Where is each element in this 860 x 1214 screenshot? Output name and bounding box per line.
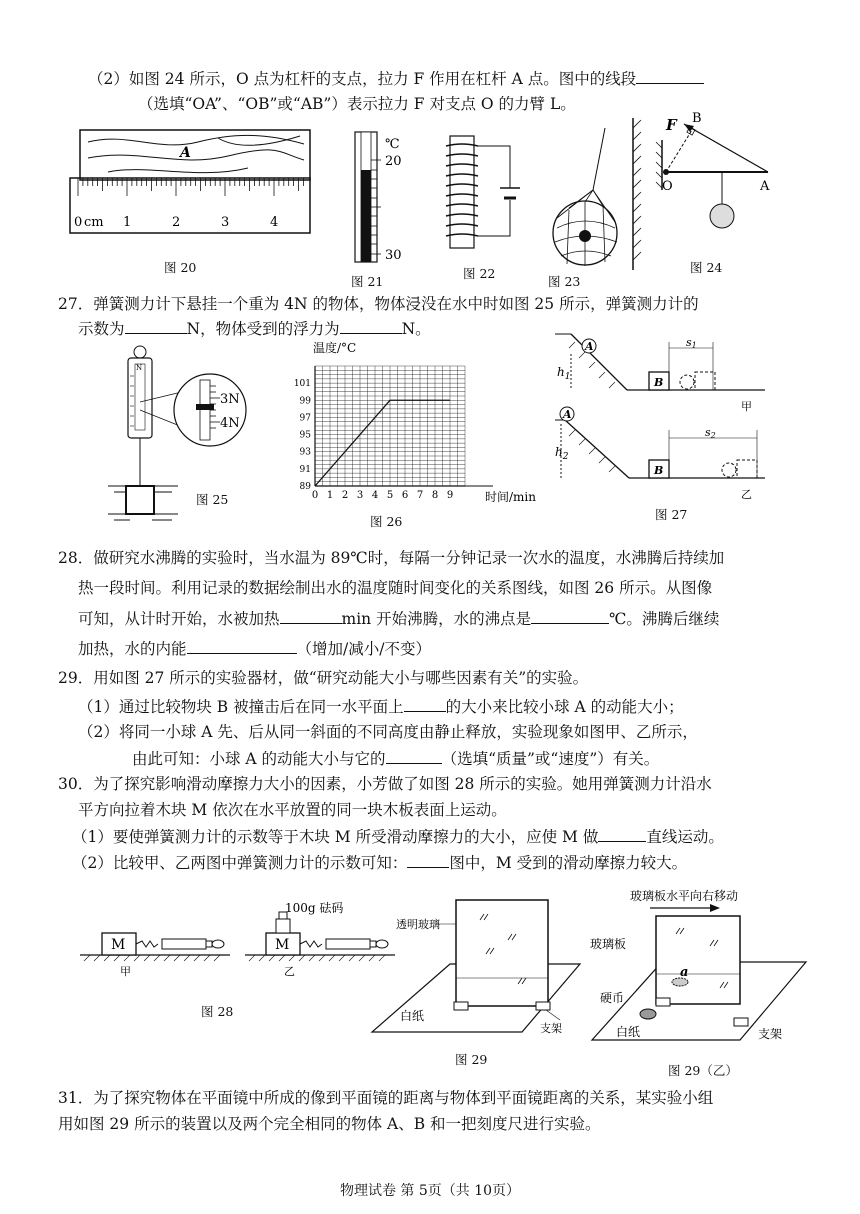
fig26-caption: 图 26 bbox=[370, 514, 403, 529]
fig29b-paper-label: 白纸 bbox=[616, 1025, 641, 1039]
answer-blank[interactable] bbox=[280, 608, 342, 624]
fig28-block-m-1: M bbox=[111, 937, 126, 953]
answer-blank[interactable] bbox=[636, 68, 704, 84]
q30-line2: 平方向拉着木块 M 依次在水平放置的同一块木板表面上运动。 bbox=[78, 801, 507, 819]
q29-line4: 由此可知：小球 A 的动能大小与它的 （选填“质量”或“速度”）有关。 bbox=[132, 750, 660, 768]
fig28-friction bbox=[80, 895, 400, 978]
q27-line1: 27．弹簧测力计下悬挂一个重为 4N 的物体，物体浸没在水中时如图 25 所示，弹簧测力计的 bbox=[58, 295, 699, 313]
fig20-caption: 图 20 bbox=[164, 260, 197, 275]
fig23-caption: 图 23 bbox=[548, 274, 581, 289]
q30-line1: 30．为了探究影响滑动摩擦力大小的因素，小芳做了如图 28 所示的实验。她用弹簧测力计沿水 bbox=[58, 775, 712, 793]
fig29b-glass-label: 玻璃板 bbox=[590, 937, 627, 951]
fig27-caption: 图 27 bbox=[655, 507, 688, 522]
q31-line1: 31．为了探究物体在平面镜中所成的像到平面镜的距离与物体到平面镜距离的关系，某实验小组 bbox=[58, 1089, 714, 1107]
fig20-unit: cm bbox=[84, 215, 104, 230]
y-tick-label: 95 bbox=[299, 430, 311, 441]
fig29-paper-label: 白纸 bbox=[400, 1009, 425, 1023]
fig20-block-label: A bbox=[180, 145, 191, 161]
q27-line2: 示数为 N，物体受到的浮力为 N。 bbox=[78, 320, 431, 338]
q26-2-line2: （选填“OA”、“OB”或“AB”）表示拉力 F 对支点 O 的力臂 L。 bbox=[138, 95, 576, 113]
fig27-ramps bbox=[555, 332, 785, 502]
q29-line3: （2）将同一小球 A 先、后从同一斜面的不同高度由静止释放，实验现象如图甲、乙所示， bbox=[78, 723, 698, 741]
fig27-block-b-2: B bbox=[654, 464, 664, 477]
q28-line2: 热一段时间。利用记录的数据绘制出水的温度随时间变化的关系图线，如图 26 所示。从图像 bbox=[78, 579, 713, 597]
fig25-hook-label: N bbox=[136, 364, 143, 372]
q30-line3: （1）要使弹簧测力计的示数等于木块 M 所受滑动摩擦力的大小，应使 M 做 直线运动。 bbox=[72, 828, 724, 846]
fig26-chart bbox=[285, 340, 555, 510]
x-tick-label: 0 bbox=[311, 490, 319, 501]
x-tick-label: 5 bbox=[386, 490, 394, 501]
fig20-tick-4: 4 bbox=[270, 215, 279, 230]
y-tick-label: 97 bbox=[299, 413, 311, 424]
fig21-unit: ℃ bbox=[385, 137, 400, 152]
fig24-label-o: O bbox=[662, 179, 673, 194]
answer-blank[interactable] bbox=[598, 826, 646, 842]
answer-blank[interactable] bbox=[407, 852, 449, 868]
x-tick-label: 4 bbox=[371, 490, 379, 501]
fig29b-stand-label: 支架 bbox=[758, 1027, 783, 1041]
fig29b-image-label: a bbox=[680, 965, 689, 980]
y-tick-label: 89 bbox=[299, 482, 311, 492]
x-tick-label: 6 bbox=[401, 490, 409, 501]
fig28-caption: 图 28 bbox=[201, 1004, 234, 1019]
fig25-caption: 图 25 bbox=[196, 492, 229, 507]
fig24-label-f: F bbox=[666, 116, 677, 134]
y-tick-label: 99 bbox=[299, 396, 311, 407]
fig27-yi: 乙 bbox=[741, 488, 752, 501]
fig29b-caption: 图 29（乙） bbox=[668, 1063, 738, 1078]
fig24-caption: 图 24 bbox=[690, 260, 723, 275]
x-tick-label: 3 bbox=[356, 490, 364, 501]
q29-line2: （1）通过比较物块 B 被撞击后在同一水平面上 的大小来比较小球 A 的动能大小； bbox=[78, 698, 684, 716]
x-tick-label: 2 bbox=[341, 490, 349, 501]
fig24-label-a: A bbox=[760, 179, 770, 194]
fig29-caption: 图 29 bbox=[455, 1052, 488, 1067]
q28-line3: 可知，从计时开始，水被加热 min 开始沸腾，水的沸点是 ℃。沸腾后继续 bbox=[78, 610, 720, 628]
q30-line4: （2）比较甲、乙两图中弹簧测力计的示数可知： 图中，M 受到的滑动摩擦力较大。 bbox=[72, 854, 688, 872]
fig25-mark-3n: 3N bbox=[220, 392, 240, 407]
answer-blank[interactable] bbox=[531, 608, 609, 624]
answer-blank[interactable] bbox=[386, 748, 442, 764]
fig24-lever bbox=[648, 110, 778, 240]
page-footer: 物理试卷 第 5页（共 10页） bbox=[339, 1183, 521, 1199]
fig21-thermometer bbox=[345, 130, 415, 270]
y-tick-label: 101 bbox=[293, 379, 311, 390]
fig27-s2: s2 bbox=[705, 426, 716, 440]
fig29b-top-label: 玻璃板水平向右移动 bbox=[630, 889, 739, 903]
fig27-s1: s1 bbox=[686, 336, 697, 350]
x-tick-label: 7 bbox=[416, 490, 424, 501]
fig27-h2: $h_2$ bbox=[555, 445, 569, 462]
fig27-jia: 甲 bbox=[741, 400, 752, 413]
fig29-glass-label: 透明玻璃 bbox=[396, 918, 440, 931]
answer-blank[interactable] bbox=[187, 638, 297, 654]
x-tick-label: 8 bbox=[431, 490, 439, 501]
x-tick-label: 1 bbox=[326, 490, 334, 501]
fig20-tick-0: 0 bbox=[74, 215, 83, 230]
fig27-block-b-1: B bbox=[654, 376, 664, 389]
fig20-ruler bbox=[68, 128, 318, 243]
fig28-jia: 甲 bbox=[120, 965, 131, 978]
fig23-ball bbox=[545, 118, 645, 273]
y-tick-label: 93 bbox=[299, 447, 311, 458]
fig21-caption: 图 21 bbox=[351, 274, 384, 289]
fig22-caption: 图 22 bbox=[463, 266, 496, 281]
q31-line2: 用如图 29 所示的装置以及两个完全相同的物体 A、B 和一把刻度尺进行实验。 bbox=[58, 1115, 601, 1133]
fig29b-coin-label: 硬币 bbox=[600, 991, 625, 1005]
fig29-glass bbox=[370, 892, 590, 1042]
fig29b-glass-moving bbox=[590, 888, 810, 1058]
fig20-tick-2: 2 bbox=[172, 215, 181, 230]
fig21-tick-bottom: 30 bbox=[385, 248, 402, 263]
fig28-block-m-2: M bbox=[275, 937, 290, 953]
x-tick-label: 9 bbox=[446, 490, 454, 501]
fig28-yi: 乙 bbox=[284, 965, 295, 978]
fig27-ball-a-1: A bbox=[585, 340, 594, 353]
fig26-ylabel: 温度/°C bbox=[313, 341, 357, 355]
fig25-mark-4n: 4N bbox=[220, 416, 240, 431]
fig29-stand-label: 支架 bbox=[540, 1022, 562, 1035]
answer-blank[interactable] bbox=[340, 318, 402, 334]
q28-line1: 28．做研究水沸腾的实验时，当水温为 89℃时，每隔一分钟记录一次水的温度，水沸腾后持续加 bbox=[58, 549, 725, 567]
fig27-h1: $h_1$ bbox=[557, 365, 571, 382]
fig25-spring-scale bbox=[100, 340, 280, 525]
fig20-tick-1: 1 bbox=[123, 215, 132, 230]
fig28-weight-label: 100g 砝码 bbox=[285, 901, 344, 915]
y-tick-label: 91 bbox=[299, 464, 311, 475]
q28-line4: 加热，水的内能 （增加/减小/不变） bbox=[78, 640, 431, 658]
fig22-coil bbox=[440, 130, 530, 255]
answer-blank[interactable] bbox=[404, 696, 446, 712]
q29-line1: 29．用如图 27 所示的实验器材，做“研究动能大小与哪些因素有关”的实验。 bbox=[58, 669, 589, 687]
answer-blank[interactable] bbox=[125, 318, 187, 334]
fig24-label-b: B bbox=[692, 111, 702, 126]
fig27-ball-a-2: A bbox=[563, 408, 572, 421]
fig26-xlabel: 时间/min bbox=[485, 490, 536, 504]
q26-2-line1: （2）如图 24 所示，O 点为杠杆的支点，拉力 F 作用在杠杆 A 点。图中的线段 bbox=[88, 68, 704, 89]
fig21-tick-top: 20 bbox=[385, 154, 402, 169]
fig20-tick-3: 3 bbox=[221, 215, 230, 230]
